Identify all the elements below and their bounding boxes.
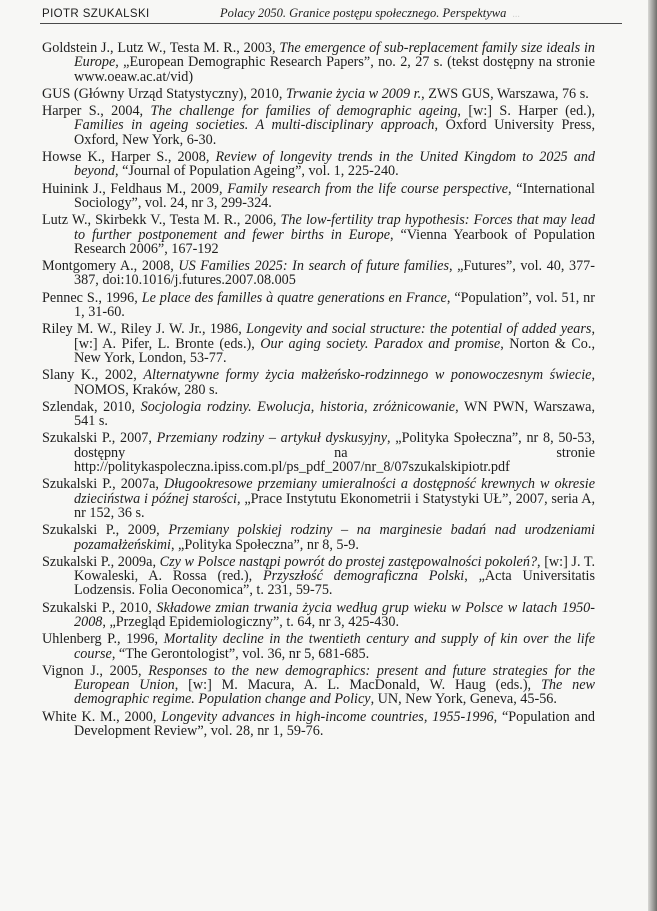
reference-item: Harper S., 2004, The challenge for families of demographic ageing, [w:] S. Harper (ed.), Families in ageing societies. A multi-disciplinary approach, Oxford University Press, Oxford, New York, 6-30.	[42, 103, 596, 148]
page-edge-shadow	[648, 0, 657, 911]
reference-item: Lutz W., Skirbekk V., Testa M. R., 2006, The low-fertility trap hypothesis: Forces that may lead to further postponement and fewer births in Europe, “Vienna Yearbook of Population Research 2006”, 167-192	[42, 212, 595, 257]
reference-list	[42, 41, 595, 741]
reference-item: Szukalski P., 2007, Przemiany rodziny – artykuł dyskusyjny, „Polityka Społeczna”, nr 8, 50-53, dostępny na stronie http://politykaspoleczna.ipiss.com.pl/ps_pdf_2007/nr_8/07szukalskipiotr.pdf	[42, 430, 595, 476]
reference-item: Howse K., Harper S., 2008, Review of longevity trends in the United Kingdom to 2025 and beyond, “Journal of Population Ageing”, vol. 1, 225-240.	[42, 149, 595, 180]
reference-item: Huinink J., Feldhaus M., 2009, Family research from the life course perspective, “International Sociology”, vol. 24, nr 3, 299-324.	[42, 180, 596, 211]
reference-item: Szukalski P., 2009, Przemiany polskiej rodziny – na marginesie badań nad urodzeniami pozamałżeńskimi, „Polityka Społeczna”, nr 8, 5-9.	[42, 522, 595, 553]
running-head-title: Polacy 2050. Granice postępu społecznego. Perspektywa	[220, 6, 507, 20]
reference-item: Szukalski P., 2010, Składowe zmian trwania życia według grup wieku w Polsce w latach 1950-2008, „Przegląd Epidemiologiczny”, t. 64, nr 3, 425-430.	[42, 599, 595, 630]
reference-item: Szukalski P., 2007a, Długookresowe przemiany umieralności a dostępność krewnych w okresie dzieciństwa i późnej starości, „Prace Instytutu Ekonometrii i Statystyki UŁ”, 2007, seria A, nr 152, 36 s.	[42, 476, 595, 521]
running-head-author: PIOTR SZUKALSKI	[42, 8, 150, 20]
reference-item: Goldstein J., Lutz W., Testa M. R., 2003, The emergence of sub-replacement family size ideals in Europe, „European Demographic Research Papers”, no. 2, 27 s. (tekst dostępny na stronie www.oeaw.ac.at/vid)	[42, 40, 595, 85]
page-number: ...	[512, 9, 520, 20]
reference-item: Montgomery A., 2008, US Families 2025: In search of future families, „Futures”, vol. 40, 377-387, doi:10.1016/j.futures.2007.08.005	[42, 258, 596, 289]
reference-item: Szlendak, 2010, Socjologia rodziny. Ewolucja, historia, zróżnicowanie, WN PWN, Warszawa, 541 s.	[42, 398, 595, 430]
reference-item: Pennec S., 1996, Le place des familles à quatre generations en France, “Population”, vol. 51, nr 1, 31-60.	[42, 289, 595, 321]
reference-item: GUS (Główny Urząd Statystyczny), 2010, Trwanie życia w 2009 r., ZWS GUS, Warszawa, 76 s.	[42, 85, 589, 102]
running-head	[42, 6, 622, 21]
reference-item: White K. M., 2000, Longevity advances in high-income countries, 1955-1996, “Population and Development Review”, vol. 28, nr 1, 59-76.	[42, 708, 596, 740]
header-rule	[40, 23, 622, 24]
reference-item: Uhlenberg P., 1996, Mortality decline in the twentieth century and supply of kin over the life course, “The Gerontologist”, vol. 36, nr 5, 681-685.	[42, 631, 595, 662]
reference-item: Slany K., 2002, Alternatywne formy życia małżeńsko-rodzinnego w ponowoczesnym świecie, NOMOS, Kraków, 280 s.	[42, 367, 595, 398]
reference-item: Riley M. W., Riley J. W. Jr., 1986, Longevity and social structure: the potential of added years, [w:] A. Pifer, L. Bronte (eds.), Our aging society. Paradox and promise, Norton & Co., New York, London, 53-77.	[42, 321, 595, 366]
reference-item: Vignon J., 2005, Responses to the new demographics: present and future strategies for the European Union, [w:] M. Macura, A. L. MacDonald, W. Haug (eds.), The new demographic regime. Population change and Policy, UN, New York, Geneva, 45-56.	[42, 662, 595, 708]
reference-item: Szukalski P., 2009a, Czy w Polsce nastąpi powrót do prostej zastępowalności pokoleń?, [w:] J. T. Kowaleski, A. Rossa (red.), Przyszłość demograficzna Polski, „Acta Universitatis Lodzensis. Folia Oeconomica”, t. 231, 59-75.	[42, 553, 595, 599]
